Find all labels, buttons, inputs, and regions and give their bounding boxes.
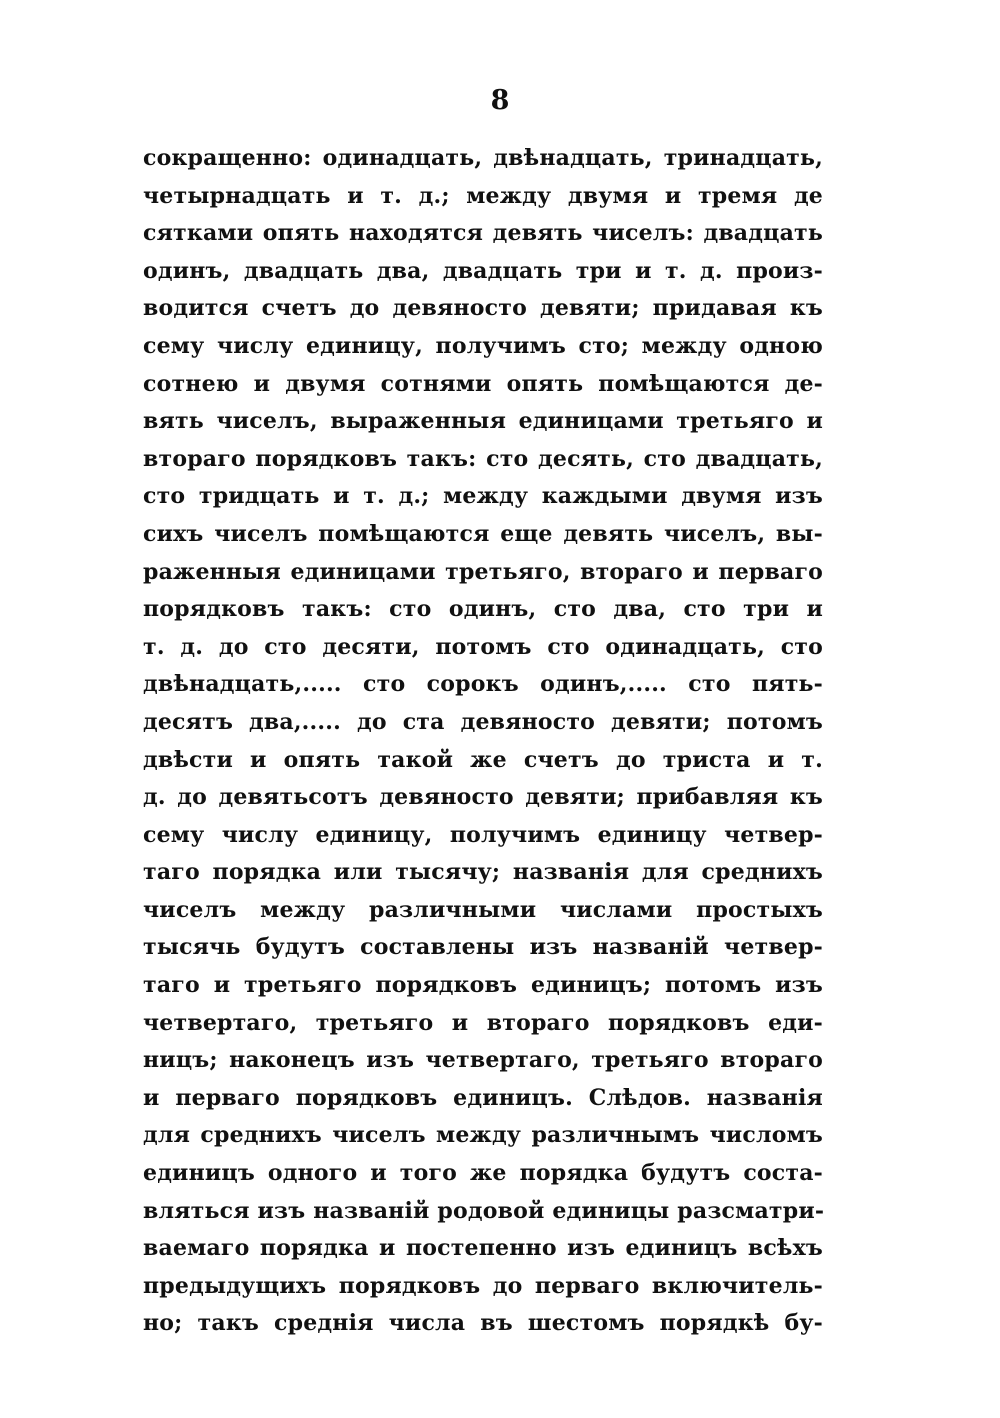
- text-line: предыдущихъ порядковъ до перваго включитель-: [143, 1272, 823, 1299]
- text-line: сему числу единицу, получимъ единицу четвер-: [143, 821, 823, 848]
- text-line: для среднихъ чиселъ между различнымъ числомъ: [143, 1122, 823, 1149]
- text-line: втораго порядковъ такъ: сто десять, сто двадцать,: [143, 445, 823, 472]
- text-line: сокращенно: одинадцать, двѣнадцать, тринадцать,: [143, 145, 823, 171]
- text-line: сятками опять находятся девять чиселъ: двадцать: [143, 220, 823, 247]
- text-line: и перваго порядковъ единицъ. Слѣдов. названія: [143, 1084, 823, 1111]
- text-line: сихъ чиселъ помѣщаются еще девять чиселъ, вы-: [143, 520, 823, 547]
- text-line: т. д. до сто десяти, потомъ сто одинадцать, сто: [143, 633, 823, 660]
- text-line: сотнею и двумя сотнями опять помѣщаются де-: [143, 370, 823, 397]
- text-line: сему числу единицу, получимъ сто; между одною: [143, 332, 823, 359]
- text-line: двѣнадцать,..... сто сорокъ одинъ,..... сто пять-: [143, 671, 823, 698]
- text-line: вять чиселъ, выраженныя единицами третьяго и: [143, 408, 823, 435]
- text-line: раженныя единицами третьяго, втораго и перваго: [143, 558, 823, 585]
- text-line: тысячь будутъ составлены изъ названій четвер-: [143, 934, 823, 961]
- text-line: водится счетъ до девяносто девяти; придавая къ: [143, 295, 823, 322]
- page-number: 8: [490, 85, 510, 116]
- text-line: сто тридцать и т. д.; между каждыми двумя изъ: [143, 483, 823, 510]
- text-line: четырнадцать и т. д.; между двумя и тремя де: [143, 182, 823, 209]
- text-line: д. до девятьсотъ девяносто девяти; прибавляя къ: [143, 784, 823, 811]
- text-line: четвертаго, третьяго и втораго порядковъ еди-: [143, 1009, 823, 1036]
- body-text: [143, 140, 823, 1343]
- text-line: чиселъ между различными числами простыхъ: [143, 896, 823, 923]
- text-line: ваемаго порядка и постепенно изъ единицъ всѣхъ: [143, 1235, 823, 1262]
- text-line: десятъ два,..... до ста девяносто девяти; потомъ: [143, 708, 823, 735]
- text-line: но; такъ среднія числа въ шестомъ порядкѣ бу-: [143, 1310, 823, 1337]
- text-line: ницъ; наконецъ изъ четвертаго, третьяго втораго: [143, 1047, 823, 1074]
- text-line: единицъ одного и того же порядка будутъ соста-: [143, 1160, 823, 1187]
- text-line: таго порядка или тысячу; названія для среднихъ: [143, 859, 823, 886]
- text-line: вляться изъ названій родовой единицы разсматри-: [143, 1197, 825, 1224]
- text-line: порядковъ такъ: сто одинъ, сто два, сто три и: [143, 596, 823, 623]
- text-line: двѣсти и опять такой же счетъ до триста и т.: [143, 746, 823, 773]
- text-line: одинъ, двадцать два, двадцать три и т. д. произ-: [143, 257, 823, 284]
- text-line: таго и третьяго порядковъ единицъ; потомъ изъ: [143, 972, 823, 999]
